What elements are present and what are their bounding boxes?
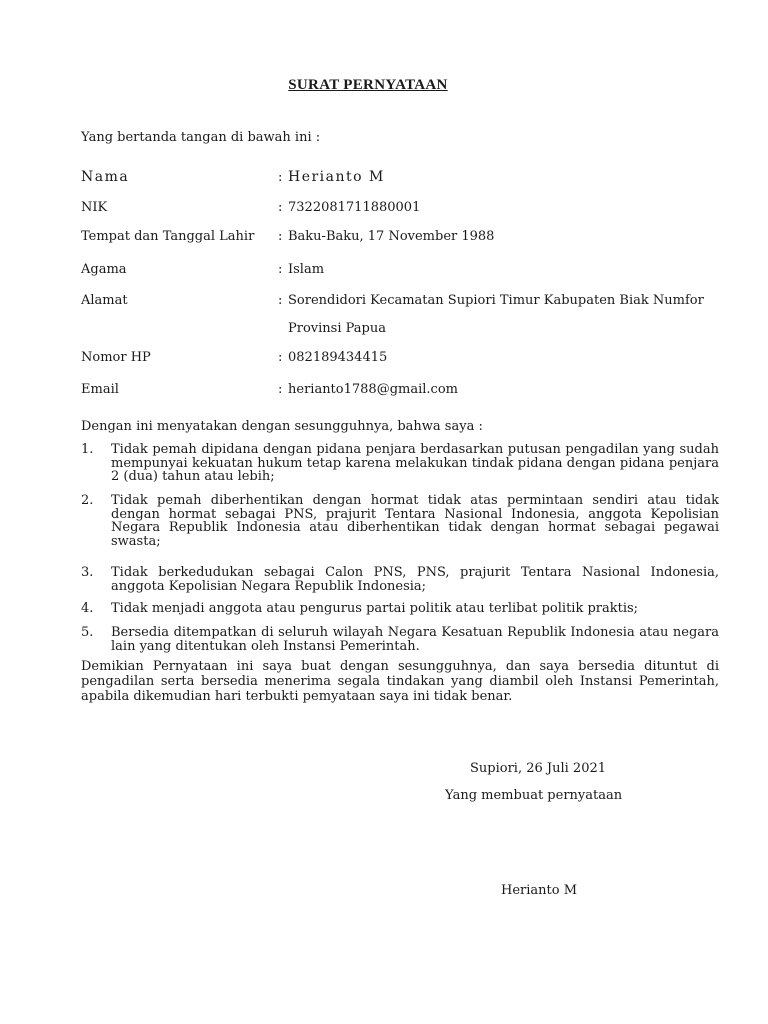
list-item (81, 566, 719, 593)
field-value-ttl: Baku-Baku, 17 November 1988 (288, 229, 495, 244)
field-label-nik: NIK (81, 200, 108, 215)
field-label-nomor-hp: Nomor HP (81, 350, 151, 365)
signature-role: Yang membuat pernyataan (445, 788, 623, 803)
signature-name: Herianto M (501, 883, 578, 898)
field-label-nama: Nama (81, 169, 130, 185)
list-text: Tidak berkedudukan sebagai Calon PNS, PNS, prajurit Tentara Nasional Indonesia, anggota Kepolisian Negara Republik Indonesia; (111, 565, 719, 594)
field-separator: : (278, 382, 283, 397)
field-value-nama: Herianto M (288, 169, 385, 185)
closing-paragraph: Demikian Pernyataan ini saya buat dengan sesungguhnya, dan saya bersedia dituntut di pengadilan serta bersedia menerima segala tindakan yang diambil oleh Instansi Pemerintah, apabila dikemudian hari terbukti pemyataan saya ini tidak benar. (81, 659, 719, 704)
list-text: Bersedia ditempatkan di seluruh wilayah Negara Kesatuan Republik Indonesia atau negara lain yang ditentukan oleh Instansi Pemerintah. (111, 625, 719, 654)
list-item (81, 626, 719, 653)
list-item (81, 602, 719, 616)
field-value-nomor-hp: 082189434415 (288, 350, 388, 365)
field-value-alamat-cont: Provinsi Papua (288, 321, 386, 336)
signature-place-date: Supiori, 26 Juli 2021 (470, 761, 607, 776)
field-separator: : (278, 293, 283, 308)
field-value-email: herianto1788@gmail.com (288, 382, 458, 397)
list-number: 3. (81, 565, 94, 580)
field-value-nik: 7322081711880001 (288, 200, 421, 215)
field-label-alamat: Alamat (81, 293, 128, 308)
field-value-agama: Islam (288, 262, 325, 277)
list-number: 4. (81, 601, 94, 616)
field-label-agama: Agama (81, 262, 127, 277)
field-separator: : (278, 200, 283, 215)
list-number: 5. (81, 625, 94, 640)
list-number: 2. (81, 493, 94, 508)
list-item (81, 443, 719, 484)
declaration-intro: Dengan ini menyatakan dengan sesungguhnya, bahwa saya : (81, 419, 483, 434)
field-separator: : (278, 262, 283, 277)
field-label-ttl: Tempat dan Tanggal Lahir (81, 229, 255, 244)
field-label-email: Email (81, 382, 119, 397)
list-item (81, 494, 719, 548)
list-text: Tidak pemah dipidana dengan pidana penjara berdasarkan putusan pengadilan yang sudah mempunyai kekuatan hukum tetap karena melakukan tindak pidana dengan pidana penjara 2 (dua) tahun atau lebih; (111, 442, 719, 484)
field-separator: : (278, 350, 283, 365)
list-text: Tidak menjadi anggota atau pengurus partai politik atau terlibat politik praktis; (111, 601, 639, 616)
list-text: Tidak pemah diberhentikan dengan hormat tidak atas permintaan sendiri atau tidak dengan hormat sebagai PNS, prajurit Tentara Nasional Indonesia, anggota Kepolisian Negara Republik Indonesia atau diberhentikan tidak dengan hormat sebagai pegawai swasta; (111, 493, 719, 549)
intro-text: Yang bertanda tangan di bawah ini : (81, 130, 321, 145)
document-title: SURAT PERNYATAAN (288, 77, 448, 93)
field-value-alamat: Sorendidori Kecamatan Supiori Timur Kabupaten Biak Numfor (288, 293, 704, 308)
field-separator: : (278, 170, 283, 185)
field-separator: : (278, 229, 283, 244)
list-number: 1. (81, 442, 94, 457)
